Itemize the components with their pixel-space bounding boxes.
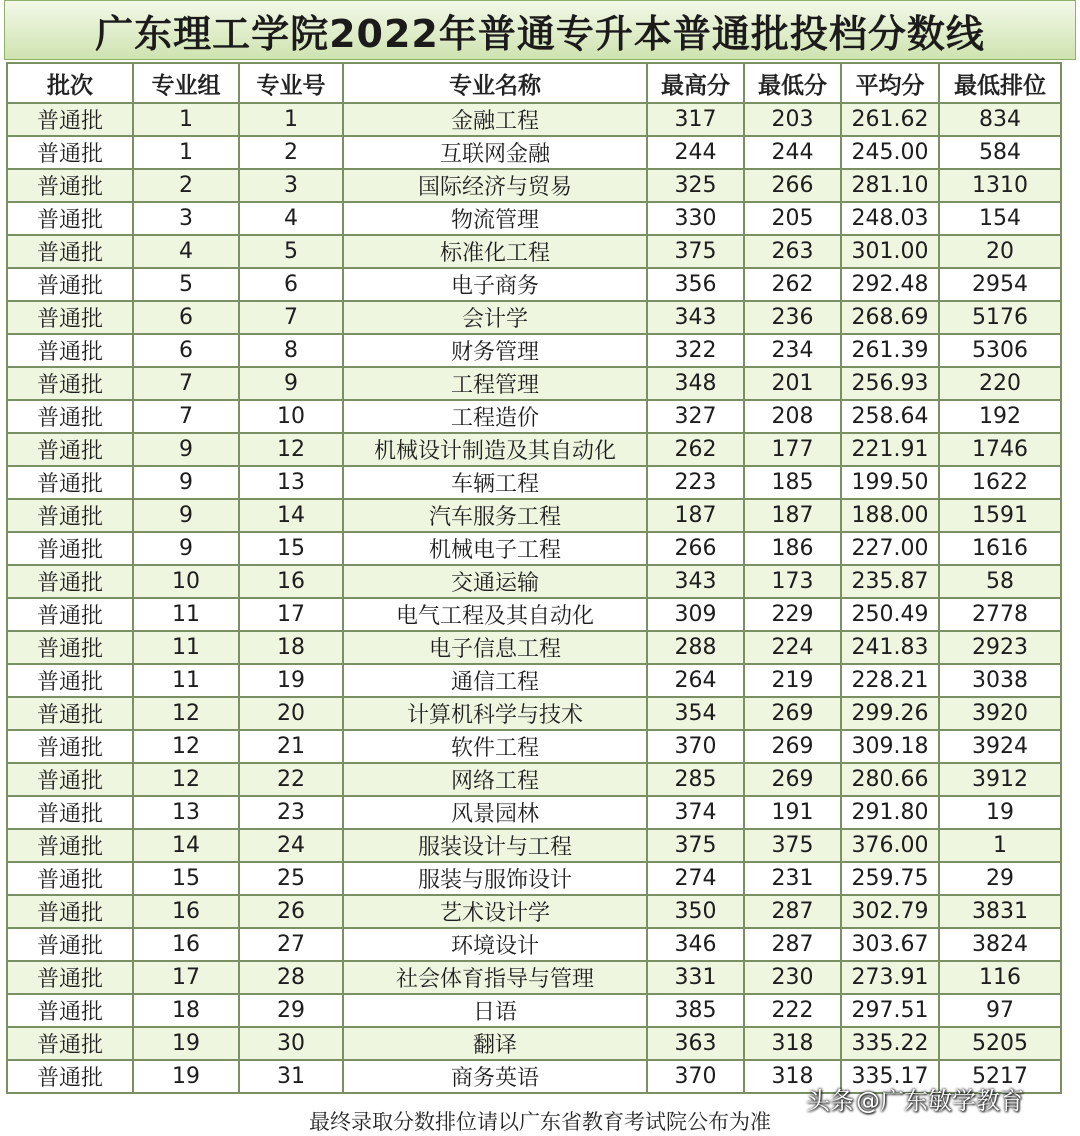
min-rank-cell: 834	[939, 103, 1061, 136]
max-score-cell: 348	[647, 367, 744, 400]
major-name-cell: 服装设计与工程	[343, 829, 647, 862]
avg-score-cell: 376.00	[841, 829, 939, 862]
max-score-cell: 322	[647, 334, 744, 367]
major-name-cell: 工程管理	[343, 367, 647, 400]
avg-score-cell: 261.39	[841, 334, 939, 367]
group-cell: 7	[133, 367, 239, 400]
major-code-cell: 9	[239, 367, 343, 400]
major-code-cell: 16	[239, 565, 343, 598]
table-row	[7, 367, 1061, 400]
major-name-cell: 电子商务	[343, 268, 647, 301]
avg-score-cell: 221.91	[841, 433, 939, 466]
column-header: 专业组	[133, 63, 239, 103]
max-score-cell: 375	[647, 829, 744, 862]
major-code-cell: 6	[239, 268, 343, 301]
batch-cell: 普通批	[7, 400, 133, 433]
batch-cell: 普通批	[7, 730, 133, 763]
group-cell: 1	[133, 103, 239, 136]
major-code-cell: 7	[239, 301, 343, 334]
major-name-cell: 交通运输	[343, 565, 647, 598]
avg-score-cell: 292.48	[841, 268, 939, 301]
table-row	[7, 565, 1061, 598]
min-score-cell: 201	[744, 367, 841, 400]
avg-score-cell: 335.17	[841, 1060, 939, 1093]
min-score-cell: 234	[744, 334, 841, 367]
major-name-cell: 日语	[343, 994, 647, 1027]
min-score-cell: 318	[744, 1060, 841, 1093]
batch-cell: 普通批	[7, 631, 133, 664]
max-score-cell: 264	[647, 664, 744, 697]
max-score-cell: 354	[647, 697, 744, 730]
table-row	[7, 169, 1061, 202]
batch-cell: 普通批	[7, 103, 133, 136]
group-cell: 14	[133, 829, 239, 862]
avg-score-cell: 241.83	[841, 631, 939, 664]
table-row	[7, 400, 1061, 433]
title-banner	[4, 0, 1076, 60]
major-code-cell: 15	[239, 532, 343, 565]
min-score-cell: 287	[744, 928, 841, 961]
table-row	[7, 664, 1061, 697]
major-name-cell: 环境设计	[343, 928, 647, 961]
major-code-cell: 14	[239, 499, 343, 532]
min-rank-cell: 1	[939, 829, 1061, 862]
table-row	[7, 268, 1061, 301]
table-row	[7, 598, 1061, 631]
batch-cell: 普通批	[7, 235, 133, 268]
min-score-cell: 231	[744, 862, 841, 895]
major-name-cell: 车辆工程	[343, 466, 647, 499]
max-score-cell: 331	[647, 961, 744, 994]
table-row	[7, 103, 1061, 136]
major-code-cell: 24	[239, 829, 343, 862]
table-row	[7, 235, 1061, 268]
min-score-cell: 263	[744, 235, 841, 268]
min-rank-cell: 3920	[939, 697, 1061, 730]
max-score-cell: 187	[647, 499, 744, 532]
major-code-cell: 13	[239, 466, 343, 499]
avg-score-cell: 250.49	[841, 598, 939, 631]
min-rank-cell: 1591	[939, 499, 1061, 532]
min-score-cell: 375	[744, 829, 841, 862]
min-score-cell: 318	[744, 1027, 841, 1060]
group-cell: 9	[133, 433, 239, 466]
group-cell: 18	[133, 994, 239, 1027]
batch-cell: 普通批	[7, 136, 133, 169]
max-score-cell: 350	[647, 895, 744, 928]
batch-cell: 普通批	[7, 301, 133, 334]
table-row	[7, 796, 1061, 829]
min-score-cell: 219	[744, 664, 841, 697]
batch-cell: 普通批	[7, 202, 133, 235]
major-code-cell: 25	[239, 862, 343, 895]
major-name-cell: 电子信息工程	[343, 631, 647, 664]
table-header	[7, 63, 1061, 103]
avg-score-cell: 256.93	[841, 367, 939, 400]
major-code-cell: 2	[239, 136, 343, 169]
avg-score-cell: 335.22	[841, 1027, 939, 1060]
batch-cell: 普通批	[7, 169, 133, 202]
avg-score-cell: 301.00	[841, 235, 939, 268]
major-name-cell: 翻译	[343, 1027, 647, 1060]
group-cell: 2	[133, 169, 239, 202]
group-cell: 6	[133, 301, 239, 334]
max-score-cell: 274	[647, 862, 744, 895]
major-code-cell: 19	[239, 664, 343, 697]
min-rank-cell: 2923	[939, 631, 1061, 664]
min-rank-cell: 5176	[939, 301, 1061, 334]
table-body	[7, 103, 1061, 1093]
major-code-cell: 8	[239, 334, 343, 367]
table-row	[7, 697, 1061, 730]
avg-score-cell: 291.80	[841, 796, 939, 829]
major-name-cell: 风景园林	[343, 796, 647, 829]
major-name-cell: 标准化工程	[343, 235, 647, 268]
major-code-cell: 5	[239, 235, 343, 268]
major-code-cell: 12	[239, 433, 343, 466]
group-cell: 10	[133, 565, 239, 598]
max-score-cell: 343	[647, 301, 744, 334]
major-code-cell: 23	[239, 796, 343, 829]
max-score-cell: 346	[647, 928, 744, 961]
group-cell: 9	[133, 466, 239, 499]
min-score-cell: 269	[744, 697, 841, 730]
major-name-cell: 通信工程	[343, 664, 647, 697]
avg-score-cell: 281.10	[841, 169, 939, 202]
footnote: 最终录取分数排位请以广东省教育考试院公布为准	[309, 1110, 771, 1134]
table-row	[7, 136, 1061, 169]
batch-cell: 普通批	[7, 763, 133, 796]
max-score-cell: 356	[647, 268, 744, 301]
min-rank-cell: 220	[939, 367, 1061, 400]
min-rank-cell: 2778	[939, 598, 1061, 631]
min-score-cell: 224	[744, 631, 841, 664]
min-score-cell: 269	[744, 763, 841, 796]
major-code-cell: 18	[239, 631, 343, 664]
group-cell: 9	[133, 499, 239, 532]
max-score-cell: 325	[647, 169, 744, 202]
major-code-cell: 28	[239, 961, 343, 994]
major-code-cell: 22	[239, 763, 343, 796]
min-rank-cell: 116	[939, 961, 1061, 994]
table-row	[7, 994, 1061, 1027]
avg-score-cell: 268.69	[841, 301, 939, 334]
major-name-cell: 互联网金融	[343, 136, 647, 169]
avg-score-cell: 261.62	[841, 103, 939, 136]
batch-cell: 普通批	[7, 334, 133, 367]
major-code-cell: 20	[239, 697, 343, 730]
major-code-cell: 27	[239, 928, 343, 961]
major-name-cell: 电气工程及其自动化	[343, 598, 647, 631]
group-cell: 4	[133, 235, 239, 268]
table-row	[7, 928, 1061, 961]
group-cell: 13	[133, 796, 239, 829]
batch-cell: 普通批	[7, 862, 133, 895]
column-header: 专业名称	[343, 63, 647, 103]
max-score-cell: 375	[647, 235, 744, 268]
min-rank-cell: 2954	[939, 268, 1061, 301]
max-score-cell: 363	[647, 1027, 744, 1060]
max-score-cell: 309	[647, 598, 744, 631]
major-code-cell: 26	[239, 895, 343, 928]
avg-score-cell: 245.00	[841, 136, 939, 169]
batch-cell: 普通批	[7, 466, 133, 499]
table-row	[7, 499, 1061, 532]
min-score-cell: 269	[744, 730, 841, 763]
column-header: 专业号	[239, 63, 343, 103]
avg-score-cell: 258.64	[841, 400, 939, 433]
batch-cell: 普通批	[7, 928, 133, 961]
group-cell: 16	[133, 895, 239, 928]
min-score-cell: 262	[744, 268, 841, 301]
min-score-cell: 177	[744, 433, 841, 466]
major-name-cell: 机械电子工程	[343, 532, 647, 565]
group-cell: 7	[133, 400, 239, 433]
max-score-cell: 285	[647, 763, 744, 796]
min-score-cell: 266	[744, 169, 841, 202]
watermark-handle: @广东敏学教育	[856, 1086, 1024, 1115]
major-name-cell: 机械设计制造及其自动化	[343, 433, 647, 466]
min-score-cell: 191	[744, 796, 841, 829]
batch-cell: 普通批	[7, 268, 133, 301]
max-score-cell: 288	[647, 631, 744, 664]
page-title: 广东理工学院2022年普通专升本普通批投档分数线	[95, 11, 985, 56]
group-cell: 12	[133, 763, 239, 796]
column-header: 批次	[7, 63, 133, 103]
avg-score-cell: 302.79	[841, 895, 939, 928]
min-rank-cell: 5217	[939, 1060, 1061, 1093]
group-cell: 1	[133, 136, 239, 169]
min-score-cell: 187	[744, 499, 841, 532]
group-cell: 6	[133, 334, 239, 367]
avg-score-cell: 199.50	[841, 466, 939, 499]
avg-score-cell: 303.67	[841, 928, 939, 961]
min-rank-cell: 20	[939, 235, 1061, 268]
table-row	[7, 433, 1061, 466]
table-row	[7, 829, 1061, 862]
avg-score-cell: 228.21	[841, 664, 939, 697]
header-row	[7, 63, 1061, 103]
table-row	[7, 334, 1061, 367]
min-rank-cell: 192	[939, 400, 1061, 433]
avg-score-cell: 299.26	[841, 697, 939, 730]
group-cell: 11	[133, 664, 239, 697]
max-score-cell: 223	[647, 466, 744, 499]
min-score-cell: 208	[744, 400, 841, 433]
min-rank-cell: 3912	[939, 763, 1061, 796]
major-name-cell: 物流管理	[343, 202, 647, 235]
min-score-cell: 173	[744, 565, 841, 598]
table-row	[7, 895, 1061, 928]
min-score-cell: 203	[744, 103, 841, 136]
major-name-cell: 社会体育指导与管理	[343, 961, 647, 994]
major-name-cell: 商务英语	[343, 1060, 647, 1093]
avg-score-cell: 248.03	[841, 202, 939, 235]
batch-cell: 普通批	[7, 697, 133, 730]
major-name-cell: 服装与服饰设计	[343, 862, 647, 895]
major-name-cell: 工程造价	[343, 400, 647, 433]
watermark-source: 头条	[806, 1086, 854, 1115]
group-cell: 19	[133, 1060, 239, 1093]
batch-cell: 普通批	[7, 895, 133, 928]
min-rank-cell: 5306	[939, 334, 1061, 367]
avg-score-cell: 235.87	[841, 565, 939, 598]
batch-cell: 普通批	[7, 796, 133, 829]
batch-cell: 普通批	[7, 994, 133, 1027]
table-row	[7, 202, 1061, 235]
batch-cell: 普通批	[7, 1060, 133, 1093]
score-table	[6, 62, 1062, 1094]
major-code-cell: 29	[239, 994, 343, 1027]
batch-cell: 普通批	[7, 565, 133, 598]
max-score-cell: 374	[647, 796, 744, 829]
max-score-cell: 317	[647, 103, 744, 136]
batch-cell: 普通批	[7, 532, 133, 565]
max-score-cell: 385	[647, 994, 744, 1027]
batch-cell: 普通批	[7, 433, 133, 466]
group-cell: 3	[133, 202, 239, 235]
table-row	[7, 301, 1061, 334]
group-cell: 19	[133, 1027, 239, 1060]
table-row	[7, 763, 1061, 796]
group-cell: 12	[133, 730, 239, 763]
table-row	[7, 532, 1061, 565]
min-score-cell: 222	[744, 994, 841, 1027]
min-rank-cell: 154	[939, 202, 1061, 235]
group-cell: 16	[133, 928, 239, 961]
major-name-cell: 国际经济与贸易	[343, 169, 647, 202]
major-code-cell: 10	[239, 400, 343, 433]
avg-score-cell: 259.75	[841, 862, 939, 895]
min-score-cell: 230	[744, 961, 841, 994]
major-name-cell: 计算机科学与技术	[343, 697, 647, 730]
major-code-cell: 30	[239, 1027, 343, 1060]
major-code-cell: 4	[239, 202, 343, 235]
min-score-cell: 287	[744, 895, 841, 928]
min-score-cell: 244	[744, 136, 841, 169]
major-name-cell: 网络工程	[343, 763, 647, 796]
batch-cell: 普通批	[7, 829, 133, 862]
min-rank-cell: 5205	[939, 1027, 1061, 1060]
batch-cell: 普通批	[7, 961, 133, 994]
major-code-cell: 3	[239, 169, 343, 202]
max-score-cell: 327	[647, 400, 744, 433]
major-code-cell: 17	[239, 598, 343, 631]
min-score-cell: 205	[744, 202, 841, 235]
batch-cell: 普通批	[7, 367, 133, 400]
min-rank-cell: 3038	[939, 664, 1061, 697]
min-score-cell: 236	[744, 301, 841, 334]
major-name-cell: 财务管理	[343, 334, 647, 367]
table-row	[7, 466, 1061, 499]
column-header: 最低分	[744, 63, 841, 103]
min-rank-cell: 3824	[939, 928, 1061, 961]
major-code-cell: 21	[239, 730, 343, 763]
max-score-cell: 262	[647, 433, 744, 466]
min-rank-cell: 1746	[939, 433, 1061, 466]
batch-cell: 普通批	[7, 499, 133, 532]
avg-score-cell: 273.91	[841, 961, 939, 994]
batch-cell: 普通批	[7, 1027, 133, 1060]
max-score-cell: 244	[647, 136, 744, 169]
table-row	[7, 730, 1061, 763]
group-cell: 5	[133, 268, 239, 301]
avg-score-cell: 188.00	[841, 499, 939, 532]
table-row	[7, 862, 1061, 895]
min-rank-cell: 97	[939, 994, 1061, 1027]
min-rank-cell: 58	[939, 565, 1061, 598]
table-row	[7, 961, 1061, 994]
column-header: 平均分	[841, 63, 939, 103]
min-rank-cell: 1622	[939, 466, 1061, 499]
table-row	[7, 631, 1061, 664]
min-rank-cell: 1310	[939, 169, 1061, 202]
avg-score-cell: 309.18	[841, 730, 939, 763]
min-rank-cell: 3924	[939, 730, 1061, 763]
major-name-cell: 艺术设计学	[343, 895, 647, 928]
max-score-cell: 370	[647, 1060, 744, 1093]
max-score-cell: 343	[647, 565, 744, 598]
min-rank-cell: 3831	[939, 895, 1061, 928]
batch-cell: 普通批	[7, 664, 133, 697]
group-cell: 11	[133, 631, 239, 664]
group-cell: 17	[133, 961, 239, 994]
major-name-cell: 汽车服务工程	[343, 499, 647, 532]
max-score-cell: 330	[647, 202, 744, 235]
major-name-cell: 金融工程	[343, 103, 647, 136]
max-score-cell: 266	[647, 532, 744, 565]
column-header: 最低排位	[939, 63, 1061, 103]
min-score-cell: 185	[744, 466, 841, 499]
avg-score-cell: 227.00	[841, 532, 939, 565]
avg-score-cell: 280.66	[841, 763, 939, 796]
min-rank-cell: 1616	[939, 532, 1061, 565]
batch-cell: 普通批	[7, 598, 133, 631]
group-cell: 9	[133, 532, 239, 565]
max-score-cell: 370	[647, 730, 744, 763]
group-cell: 12	[133, 697, 239, 730]
column-header: 最高分	[647, 63, 744, 103]
avg-score-cell: 297.51	[841, 994, 939, 1027]
min-rank-cell: 584	[939, 136, 1061, 169]
min-score-cell: 186	[744, 532, 841, 565]
major-code-cell: 1	[239, 103, 343, 136]
table-row	[7, 1027, 1061, 1060]
min-rank-cell: 19	[939, 796, 1061, 829]
group-cell: 11	[133, 598, 239, 631]
major-name-cell: 软件工程	[343, 730, 647, 763]
major-code-cell: 31	[239, 1060, 343, 1093]
min-rank-cell: 29	[939, 862, 1061, 895]
min-score-cell: 229	[744, 598, 841, 631]
group-cell: 15	[133, 862, 239, 895]
major-name-cell: 会计学	[343, 301, 647, 334]
